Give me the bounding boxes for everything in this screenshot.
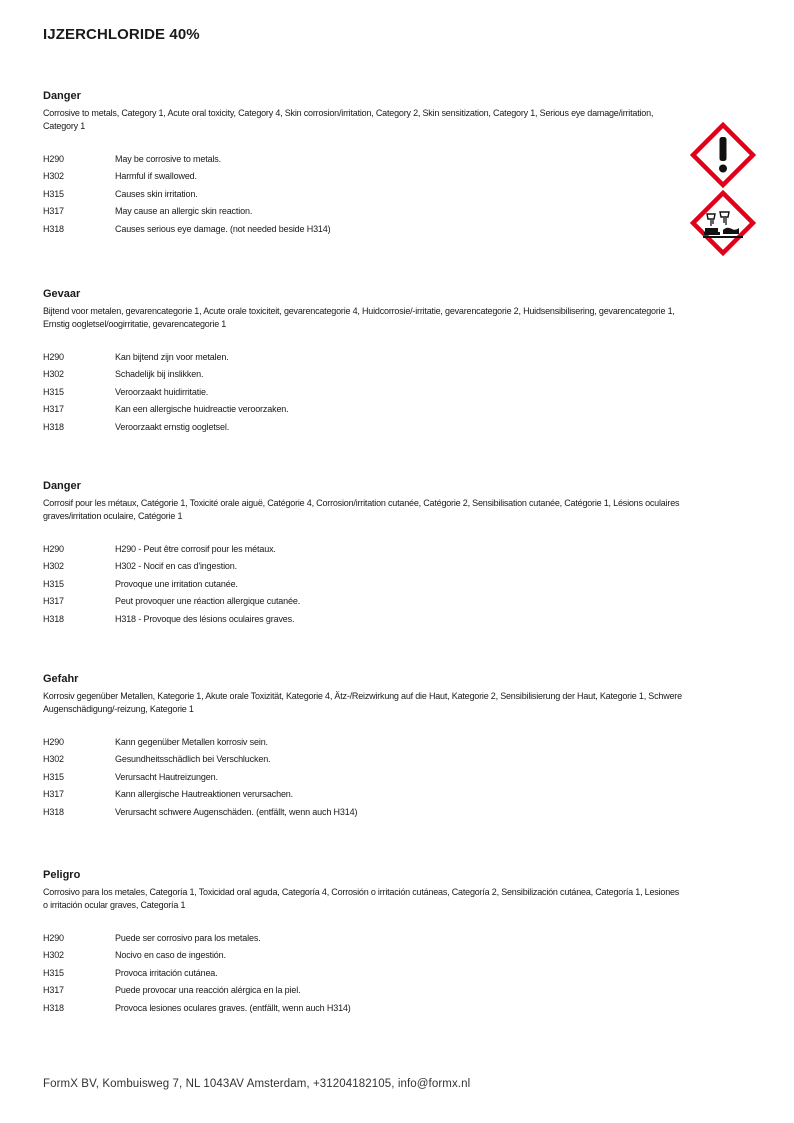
section-heading: Peligro (43, 869, 81, 881)
hazard-statement (43, 804, 683, 821)
hazard-code: H302 (43, 369, 64, 380)
hazard-text: Puede ser corrosivo para los metales. (115, 933, 261, 943)
hazard-code: H302 (43, 950, 64, 961)
hazard-text: May cause an allergic skin reaction. (115, 206, 253, 217)
section-french (43, 480, 683, 628)
section-heading: Danger (43, 90, 81, 102)
hazard-code: H315 (43, 188, 64, 199)
hazard-text: Peut provoquer une réaction allergique cutanée. (115, 596, 301, 607)
hazard-text: H302 - Nocif en cas d'ingestion. (115, 561, 237, 572)
hazard-code: H302 (43, 171, 64, 182)
hazard-statement (43, 593, 683, 610)
hazard-statement (43, 151, 683, 168)
hazard-code: H318 (43, 223, 64, 234)
hazard-statement (43, 611, 683, 628)
hazard-text: Provoca irritación cutánea. (115, 967, 218, 978)
section-german (43, 673, 683, 821)
hazard-statement (43, 186, 683, 203)
hazard-code: H317 (43, 206, 64, 217)
hazard-statement (43, 576, 683, 593)
hazard-text: Kan bijtend zijn voor metalen. (115, 352, 229, 362)
section-description: Bijtend voor metalen, gevarencategorie 1, Acute orale toxiciteit, gevarencategorie 4, Huidcorrosie/-irritatie, gevarencategorie 2, Huidsensibilisering, gevarencategorie 1, Ernstig oogletsel/oogirritatie, gevarencategorie 1 (43, 306, 675, 329)
hazard-code: H315 (43, 967, 64, 978)
company-footer: FormX BV, Kombuisweg 7, NL 1043AV Amsterdam, +31204182105, info@formx.nl (43, 1078, 471, 1090)
hazard-code: H290 (43, 933, 64, 943)
hazard-code: H317 (43, 985, 64, 996)
hazard-statement (43, 203, 683, 220)
section-description: Corrosivo para los metales, Categoría 1, Toxicidad oral aguda, Categoría 4, Corrosión o irritación cutáneas, Categoría 2, Sensibilización cutánea, Categoría 1, Lesiones o irritación ocular graves, Categoría 1 (43, 887, 680, 910)
hazard-statement-list (43, 349, 683, 436)
hazard-statement (43, 947, 683, 964)
hazard-text: Veroorzaakt ernstig oogletsel. (115, 421, 230, 432)
hazard-text: Nocivo en caso de ingestión. (115, 950, 226, 961)
hazard-statement (43, 751, 683, 768)
corrosion-icon (690, 190, 756, 256)
hazard-text: H318 - Provoque des lésions oculaires graves. (115, 613, 295, 624)
section-spanish (43, 869, 683, 1017)
hazard-code: H302 (43, 754, 64, 765)
section-description: Korrosiv gegenüber Metallen, Kategorie 1, Akute orale Toxizität, Kategorie 4, Ätz-/Reizwirkung auf die Haut, Kategorie 2, Sensibilisierung der Haut, Kategorie 1, Schwere Augenschädigung/-reizung, Kategorie 1 (43, 691, 682, 714)
section-description: Corrosif pour les métaux, Catégorie 1, Toxicité orale aiguë, Catégorie 4, Corrosion/irritation cutanée, Catégorie 2, Sensibilisation cutanée, Catégorie 1, Lésions oculaires graves/irritation oculaire, Catégorie 1 (43, 498, 680, 521)
hazard-statement (43, 786, 683, 803)
section-heading: Gevaar (43, 288, 81, 300)
exclamation-mark-icon (690, 122, 756, 188)
hazard-code: H315 (43, 771, 64, 782)
hazard-statement (43, 168, 683, 185)
hazard-statement (43, 221, 683, 238)
section-heading: Danger (43, 480, 81, 492)
hazard-code: H318 (43, 1002, 64, 1013)
hazard-statement-list (43, 541, 683, 628)
section-heading: Gefahr (43, 673, 79, 685)
hazard-statement (43, 930, 683, 947)
hazard-text: Kann allergische Hautreaktionen verursachen. (115, 789, 294, 800)
hazard-statement (43, 769, 683, 786)
hazard-text: Provoque une irritation cutanée. (115, 578, 238, 589)
hazard-text: Provoca lesiones oculares graves. (entfällt, wenn auch H314) (115, 1002, 351, 1013)
hazard-text: Schadelijk bij inslikken. (115, 369, 204, 380)
hazard-pictograms (690, 122, 756, 256)
hazard-text: Causes serious eye damage. (not needed beside H314) (115, 223, 331, 234)
document-title: IJZERCHLORIDE 40% (43, 26, 200, 43)
hazard-statement-list (43, 734, 683, 821)
hazard-statement (43, 982, 683, 999)
hazard-statement-list (43, 151, 683, 238)
hazard-code: H317 (43, 596, 64, 607)
hazard-text: H290 - Peut être corrosif pour les métaux. (115, 544, 276, 554)
section-description: Corrosive to metals, Category 1, Acute oral toxicity, Category 4, Skin corrosion/irritation, Category 2, Skin sensitization, Category 1, Serious eye damage/irritation, Category 1 (43, 108, 654, 131)
hazard-code: H318 (43, 613, 64, 624)
hazard-text: May be corrosive to metals. (115, 154, 221, 164)
hazard-statement (43, 1000, 683, 1017)
hazard-text: Verursacht schwere Augenschäden. (entfällt, wenn auch H314) (115, 806, 358, 817)
hazard-text: Verursacht Hautreizungen. (115, 771, 218, 782)
hazard-statement (43, 384, 683, 401)
hazard-statement (43, 965, 683, 982)
hazard-code: H318 (43, 421, 64, 432)
hazard-statement (43, 366, 683, 383)
hazard-code: H318 (43, 806, 64, 817)
hazard-text: Gesundheitsschädlich bei Verschlucken. (115, 754, 271, 765)
hazard-code: H290 (43, 737, 64, 747)
hazard-code: H315 (43, 386, 64, 397)
hazard-code: H290 (43, 154, 64, 164)
hazard-statement-list (43, 930, 683, 1017)
hazard-code: H317 (43, 789, 64, 800)
hazard-text: Veroorzaakt huidirritatie. (115, 386, 209, 397)
hazard-text: Kan een allergische huidreactie veroorzaken. (115, 404, 289, 415)
hazard-text: Harmful if swallowed. (115, 171, 197, 182)
hazard-code: H317 (43, 404, 64, 415)
hazard-text: Puede provocar una reacción alérgica en la piel. (115, 985, 301, 996)
hazard-statement (43, 734, 683, 751)
hazard-code: H302 (43, 561, 64, 572)
hazard-code: H290 (43, 352, 64, 362)
hazard-statement (43, 401, 683, 418)
hazard-statement (43, 558, 683, 575)
section-dutch (43, 288, 683, 436)
hazard-text: Causes skin irritation. (115, 188, 198, 199)
hazard-code: H315 (43, 578, 64, 589)
section-english (43, 90, 683, 238)
hazard-code: H290 (43, 544, 64, 554)
hazard-text: Kann gegenüber Metallen korrosiv sein. (115, 737, 268, 747)
hazard-statement (43, 541, 683, 558)
hazard-statement (43, 419, 683, 436)
hazard-statement (43, 349, 683, 366)
